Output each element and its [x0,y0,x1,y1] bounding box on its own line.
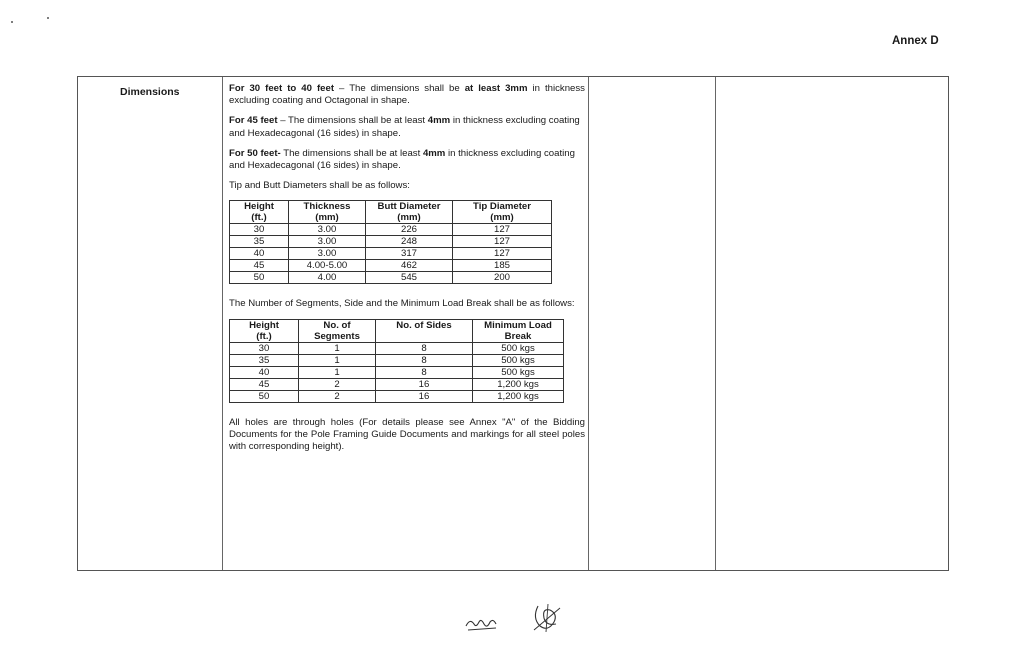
table-cell: 1,200 kgs [473,390,564,402]
table-cell: 127 [453,224,552,236]
column-header: Thickness (mm) [289,201,366,224]
column-header: No. of Sides [376,319,473,342]
para-45-feet: For 45 feet – The dimensions shall be at least 4mm in thickness excluding coating and Hexadecagonal (16 sides) in shape. [229,115,580,139]
table-cell: 1 [299,366,376,378]
table-cell: 8 [376,354,473,366]
table-cell: 1 [299,354,376,366]
table-cell: 248 [366,236,453,248]
segments-table [229,319,564,403]
table-cell: 50 [230,272,289,284]
table-row [230,390,564,402]
column-divider [715,77,716,570]
table-header-row [230,201,552,224]
table-cell: 30 [230,224,289,236]
table-cell: 127 [453,236,552,248]
para-30-40-feet: For 30 feet to 40 feet – The dimensions shall be at least 3mm in thickness excluding coating and Octagonal in shape. [229,83,585,107]
column-divider [222,77,223,570]
column-header: Butt Diameter (mm) [366,201,453,224]
column-header: Minimum Load Break [473,319,564,342]
table-row [230,260,552,272]
table-cell: 2 [299,390,376,402]
handwritten-initials [462,604,502,634]
table-cell: 40 [230,366,299,378]
table-cell: 317 [366,248,453,260]
para-50-feet: For 50 feet- The dimensions shall be at least 4mm in thickness excluding coating and Hexadecagonal (16 sides) in shape. [229,147,575,172]
table-row [230,248,552,260]
spec-table-frame [77,76,949,571]
table-cell: 35 [230,236,289,248]
table-cell: 8 [376,366,473,378]
table-cell: 2 [299,378,376,390]
column-divider [588,77,589,570]
dimensions-spec-content [229,83,585,461]
table-cell: 500 kgs [473,354,564,366]
table-cell: 45 [230,378,299,390]
table-row [230,342,564,354]
column-header: Height (ft.) [230,319,299,342]
table-cell: 3.00 [289,248,366,260]
table-header-row [230,319,564,342]
row-label-dimensions: Dimensions [120,86,180,98]
table-row [230,236,552,248]
table-cell: 3.00 [289,224,366,236]
table-cell: 500 kgs [473,366,564,378]
scan-speck [11,21,13,23]
closing-note: All holes are through holes (For details please see Annex "A" of the Bidding Documents for the Pole Framing Guide Documents and markings for all steel poles with corresponding height). [229,416,585,453]
table-cell: 226 [366,224,453,236]
segments-intro: The Number of Segments, Side and the Minimum Load Break shall be as follows: [229,298,575,310]
table-row [230,272,552,284]
table-row [230,224,552,236]
table-cell: 127 [453,248,552,260]
table-row [230,354,564,366]
column-header: Height (ft.) [230,201,289,224]
table-cell: 30 [230,342,299,354]
diameters-intro: Tip and Butt Diameters shall be as follows: [229,180,410,192]
scan-speck [47,17,49,19]
table-cell: 1 [299,342,376,354]
table-row [230,378,564,390]
table-cell: 1,200 kgs [473,378,564,390]
annex-label: Annex D [892,35,939,47]
table-cell: 50 [230,390,299,402]
column-header: Tip Diameter (mm) [453,201,552,224]
table-cell: 185 [453,260,552,272]
table-cell: 16 [376,378,473,390]
diameters-table [229,200,552,284]
table-cell: 4.00 [289,272,366,284]
table-cell: 500 kgs [473,342,564,354]
handwritten-signature [528,600,564,636]
table-cell: 40 [230,248,289,260]
table-cell: 45 [230,260,289,272]
table-cell: 462 [366,260,453,272]
table-cell: 200 [453,272,552,284]
table-cell: 8 [376,342,473,354]
column-header: No. of Segments [299,319,376,342]
table-row [230,366,564,378]
table-cell: 16 [376,390,473,402]
table-cell: 35 [230,354,299,366]
table-cell: 4.00-5.00 [289,260,366,272]
table-cell: 3.00 [289,236,366,248]
table-cell: 545 [366,272,453,284]
